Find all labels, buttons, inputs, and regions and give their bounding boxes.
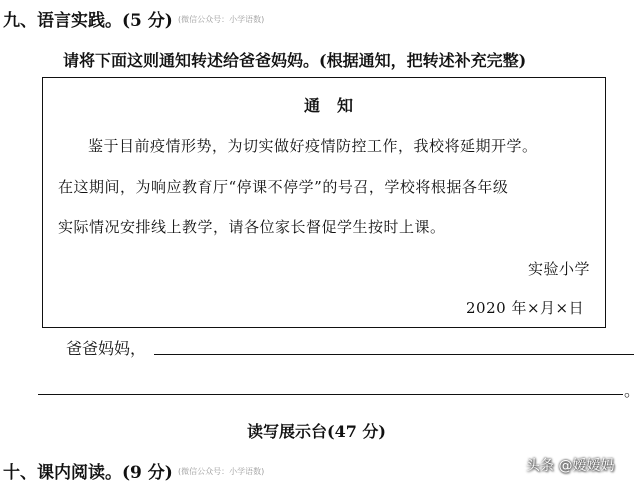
question-9-score: (5 分) <box>122 11 173 31</box>
question-9-title: 九、语言实践。 <box>3 11 122 31</box>
question-10-title: 十、课内阅读。 <box>3 463 122 483</box>
notice-line-1: 鉴于目前疫情形势，为切实做好疫情防控工作，我校将延期开学。 <box>88 137 538 155</box>
question-10-score: (9 分) <box>122 463 173 483</box>
notice-line-3: 实际情况安排线上教学，请各位家长督促学生按时上课。 <box>58 218 446 236</box>
notice-title: 通 知 <box>304 96 354 115</box>
notice-line-2: 在这期间，为响应教育厅“停课不停学”的号召，学校将根据各年级 <box>58 178 509 196</box>
question-10-heading <box>3 458 173 483</box>
question-9-heading <box>3 6 173 31</box>
section-title: 读写展示台(47 分) <box>247 422 386 441</box>
notice-signature: 实验小学 <box>528 260 591 278</box>
answer-blank-line-2[interactable] <box>38 394 623 395</box>
answer-greeting: 爸爸妈妈， <box>66 339 147 358</box>
source-watermark: 头条 @嫒嫒妈 <box>526 458 615 474</box>
question-10-watermark-note: (微信公众号：小学语数) <box>178 467 265 476</box>
question-9-instruction: 请将下面这则通知转述给爸爸妈妈。(根据通知，把转述补充完整) <box>63 51 527 70</box>
notice-date: 2020 年×月×日 <box>466 299 585 317</box>
question-9-watermark-note: (微信公众号：小学语数) <box>178 15 265 24</box>
answer-end-mark: 。 <box>624 381 640 400</box>
answer-blank-line-1[interactable] <box>154 354 634 355</box>
